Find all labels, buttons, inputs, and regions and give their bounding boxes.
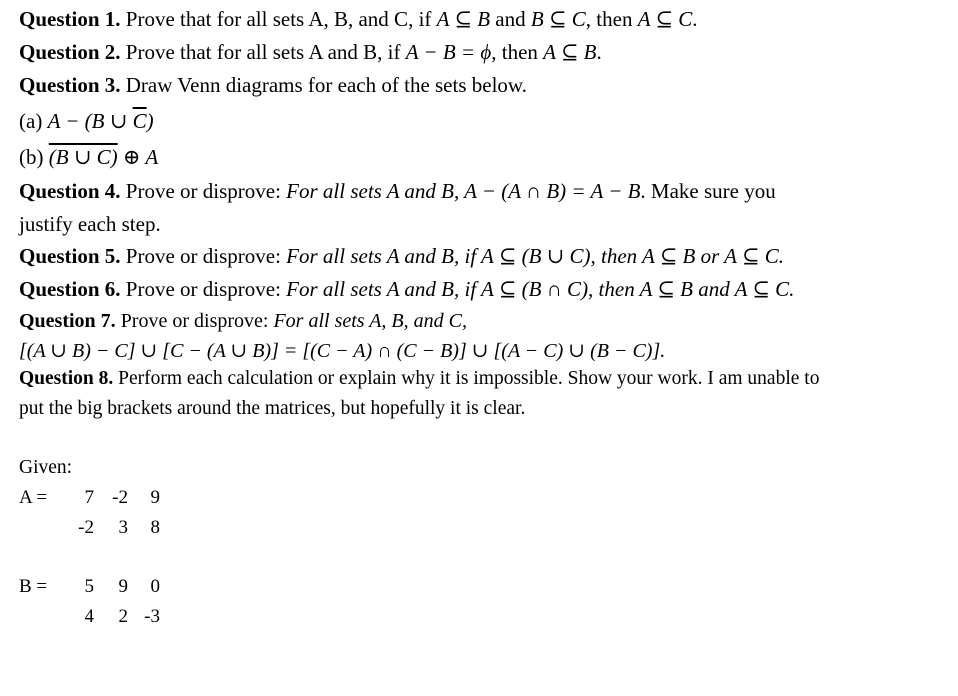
question-8-text: Perform each calculation or explain why it is impossible. Show your work. I am unable to (113, 368, 820, 389)
question-3a-math-pre: A − (B ∪ (47, 109, 133, 133)
question-5-label: Question 5. (19, 244, 121, 268)
question-3a-complement: $\overline{C}$ (132, 109, 147, 133)
question-3 (19, 75, 527, 96)
question-1-text: Prove that for all sets A, B, and C, if (120, 7, 437, 31)
question-3a-math-post: ) (146, 109, 154, 133)
question-1-math-1: A ⊆ B (436, 7, 491, 31)
question-4-text: Prove or disprove: (120, 179, 287, 203)
question-6-italic: For all sets A and B, if A ⊆ (B ∩ C), then A ⊆ B and A ⊆ C. (286, 277, 795, 301)
question-1-text-3: , then (585, 7, 638, 31)
matrix-a-cell: -2 (112, 487, 128, 508)
question-6 (19, 279, 794, 300)
question-4 (19, 181, 776, 202)
question-8 (19, 369, 819, 389)
question-2-math-1: A − B = ϕ (405, 40, 492, 64)
question-1-math-3: A ⊆ C (637, 7, 693, 31)
question-7-text: Prove or disprove: (115, 310, 274, 332)
matrix-b-cell: 0 (150, 576, 160, 597)
question-3b-math (49, 145, 158, 169)
question-3a-prefix: (a) (19, 109, 48, 133)
question-3b (19, 147, 158, 168)
matrix-a-cell: 3 (118, 517, 128, 538)
question-3a (19, 111, 154, 132)
question-3b-complement: (B ∪ C) (48, 145, 118, 169)
question-4-italic: For all sets A and B, (286, 179, 465, 203)
question-3-label: Question 3. (19, 73, 121, 97)
question-7-label: Question 7. (19, 310, 116, 332)
matrix-b-cell: 9 (118, 576, 128, 597)
question-8-line-2: put the big brackets around the matrices, but hopefully it is clear. (19, 398, 526, 419)
question-7-italic: For all sets A, B, and C, (273, 310, 467, 332)
question-2-label: Question 2. (19, 40, 121, 64)
question-3b-math-post: ⊕ A (117, 145, 159, 169)
question-4-math: A − (A ∩ B) = A − B (464, 179, 641, 203)
question-2-text-3: . (596, 40, 602, 64)
question-2-text: Prove that for all sets A and B, if (120, 40, 406, 64)
question-4-label: Question 4. (19, 179, 121, 203)
given-label: Given: (19, 457, 73, 478)
question-3b-prefix: (b) (19, 145, 49, 169)
question-2-math-2: A ⊆ B (543, 40, 597, 64)
question-7 (19, 311, 467, 331)
question-5 (19, 246, 784, 267)
matrix-b-cell: 4 (84, 606, 94, 627)
matrix-a-cell: -2 (78, 517, 94, 538)
matrix-b-label: B = (19, 576, 48, 597)
question-4-line-2: justify each step. (19, 212, 161, 236)
question-6-text: Prove or disprove: (120, 277, 287, 301)
question-1-text-2: and (490, 7, 531, 31)
question-2-text-2: , then (491, 40, 544, 64)
matrix-a-cell: 8 (150, 517, 160, 538)
question-1-label: Question 1. (19, 7, 121, 31)
question-6-label: Question 6. (19, 277, 121, 301)
matrix-b-cell: -3 (144, 606, 160, 627)
matrix-a-cell: 7 (84, 487, 94, 508)
matrix-a-label: A = (19, 487, 48, 508)
question-1-math-2: B ⊆ C (530, 7, 586, 31)
question-7-formula-math: [(A ∪ B) − C] ∪ [C − (A ∪ B)] = [(C − A) ∩ (C − B)] ∪ [(A − C) ∪ (B − C)]. (19, 340, 666, 362)
question-2 (19, 42, 602, 63)
question-7-formula (19, 341, 665, 361)
question-3-text: Draw Venn diagrams for each of the sets below. (120, 73, 527, 97)
matrix-b-cell: 2 (118, 606, 128, 627)
question-8-label: Question 8. (19, 368, 114, 389)
question-1 (19, 9, 698, 30)
matrix-a-cell: 9 (150, 487, 160, 508)
question-4-text-2: . Make sure you (640, 179, 776, 203)
question-3a-math (48, 109, 154, 133)
question-5-text: Prove or disprove: (120, 244, 287, 268)
question-1-text-4: . (692, 7, 698, 31)
matrix-b-cell: 5 (84, 576, 94, 597)
question-5-italic: For all sets A and B, if A ⊆ (B ∪ C), then A ⊆ B or A ⊆ C. (286, 244, 784, 268)
